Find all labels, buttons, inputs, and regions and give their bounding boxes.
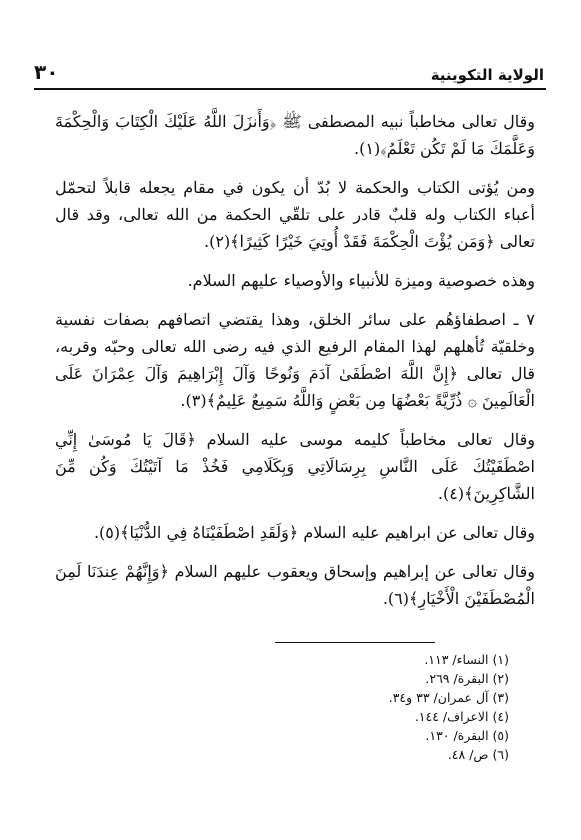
- page-number: ٣٠: [34, 60, 59, 84]
- footnote: (٦) ص/ ٤٨.: [447, 747, 509, 762]
- header-rule: [34, 88, 546, 90]
- paragraph: وهذه خصوصية وميزة للأنبياء والأوصياء عليهم السلام.: [187, 271, 535, 290]
- paragraph: ٧ ـ اصطفاؤهُم على سائر الخلق، وهذا يقتضي اتصافهم بصفات نفسية وخلقيّة تُأهلهم لهذا المقام الرفيع الذي فيه رضى الله تعالى وحبّه وقربه، قال تعالى ﴿إِنَّ اللَّهَ اصْطَفَىٰ آدَمَ وَنُوحًا وَآلَ إِبْرَاهِيمَ وَآلَ عِمْرَانَ عَلَى الْعَالَمِينَ ۞ ذُرِّيَّةً بَعْضُهَا مِن بَعْضٍ وَاللَّهُ سَمِيعٌ عَلِيمٌ﴾(٣).: [55, 310, 535, 410]
- footnotes: [269, 650, 509, 764]
- footnote: (٤) الاعراف/ ١٤٤.: [414, 709, 509, 724]
- footnote: (٥) البقرة/ ١٣٠.: [425, 728, 509, 743]
- footnote-separator: [275, 642, 435, 643]
- running-title: الولاية التكوينية: [430, 66, 544, 84]
- footnote: (٣) آل عمران/ ٣٣ و٣٤.: [388, 690, 509, 705]
- footnote: (٢) البقرة/ ٢٦٩.: [425, 671, 509, 686]
- page-header: [34, 58, 544, 88]
- paragraph: ومن يُؤتى الكتاب والحكمة لا بُدّ أن يكون في مقام يجعله قابلاً لتحمّل أعباء الكتاب وله قلبٌ قادر على تلقّي الحكمة من الله تعالى، وقد قال تعالى ﴿وَمَن يُؤْتَ الْحِكْمَةَ فَقَدْ أُوتِيَ خَيْرًا كَثِيرًا﴾(٢).: [55, 178, 535, 251]
- footnote: (١) النساء/ ١١٣.: [424, 652, 509, 667]
- paragraph: وقال تعالى عن ابراهيم عليه السلام ﴿وَلَقَدِ اصْطَفَيْنَاهُ فِي الدُّنْيَا﴾(٥).: [93, 523, 535, 542]
- body-text: [55, 108, 535, 624]
- paragraph: وقال تعالى مخاطباً كليمه موسى عليه السلام ﴿قَالَ يَا مُوسَىٰ إِنِّي اصْطَفَيْتُكَ عَلَى النَّاسِ بِرِسَالَاتِي وَبِكَلَامِي فَخُذْ مَا آتَيْتُكَ وَكُن مِّنَ الشَّاكِرِينَ﴾(٤).: [55, 430, 535, 503]
- paragraph: وقال تعالى عن إبراهيم وإسحاق ويعقوب عليهم السلام ﴿وَإِنَّهُمْ عِندَنَا لَمِنَ الْمُصْطَفَيْنَ الْأَخْيَارِ﴾(٦).: [55, 562, 535, 608]
- paragraph: وقال تعالى مخاطباً نبيه المصطفى ﷺ ﴿وَأَنزَلَ اللَّهُ عَلَيْكَ الْكِتَابَ وَالْحِكْمَةَ وَعَلَّمَكَ مَا لَمْ تَكُن تَعْلَمُ﴾(١).: [55, 112, 535, 158]
